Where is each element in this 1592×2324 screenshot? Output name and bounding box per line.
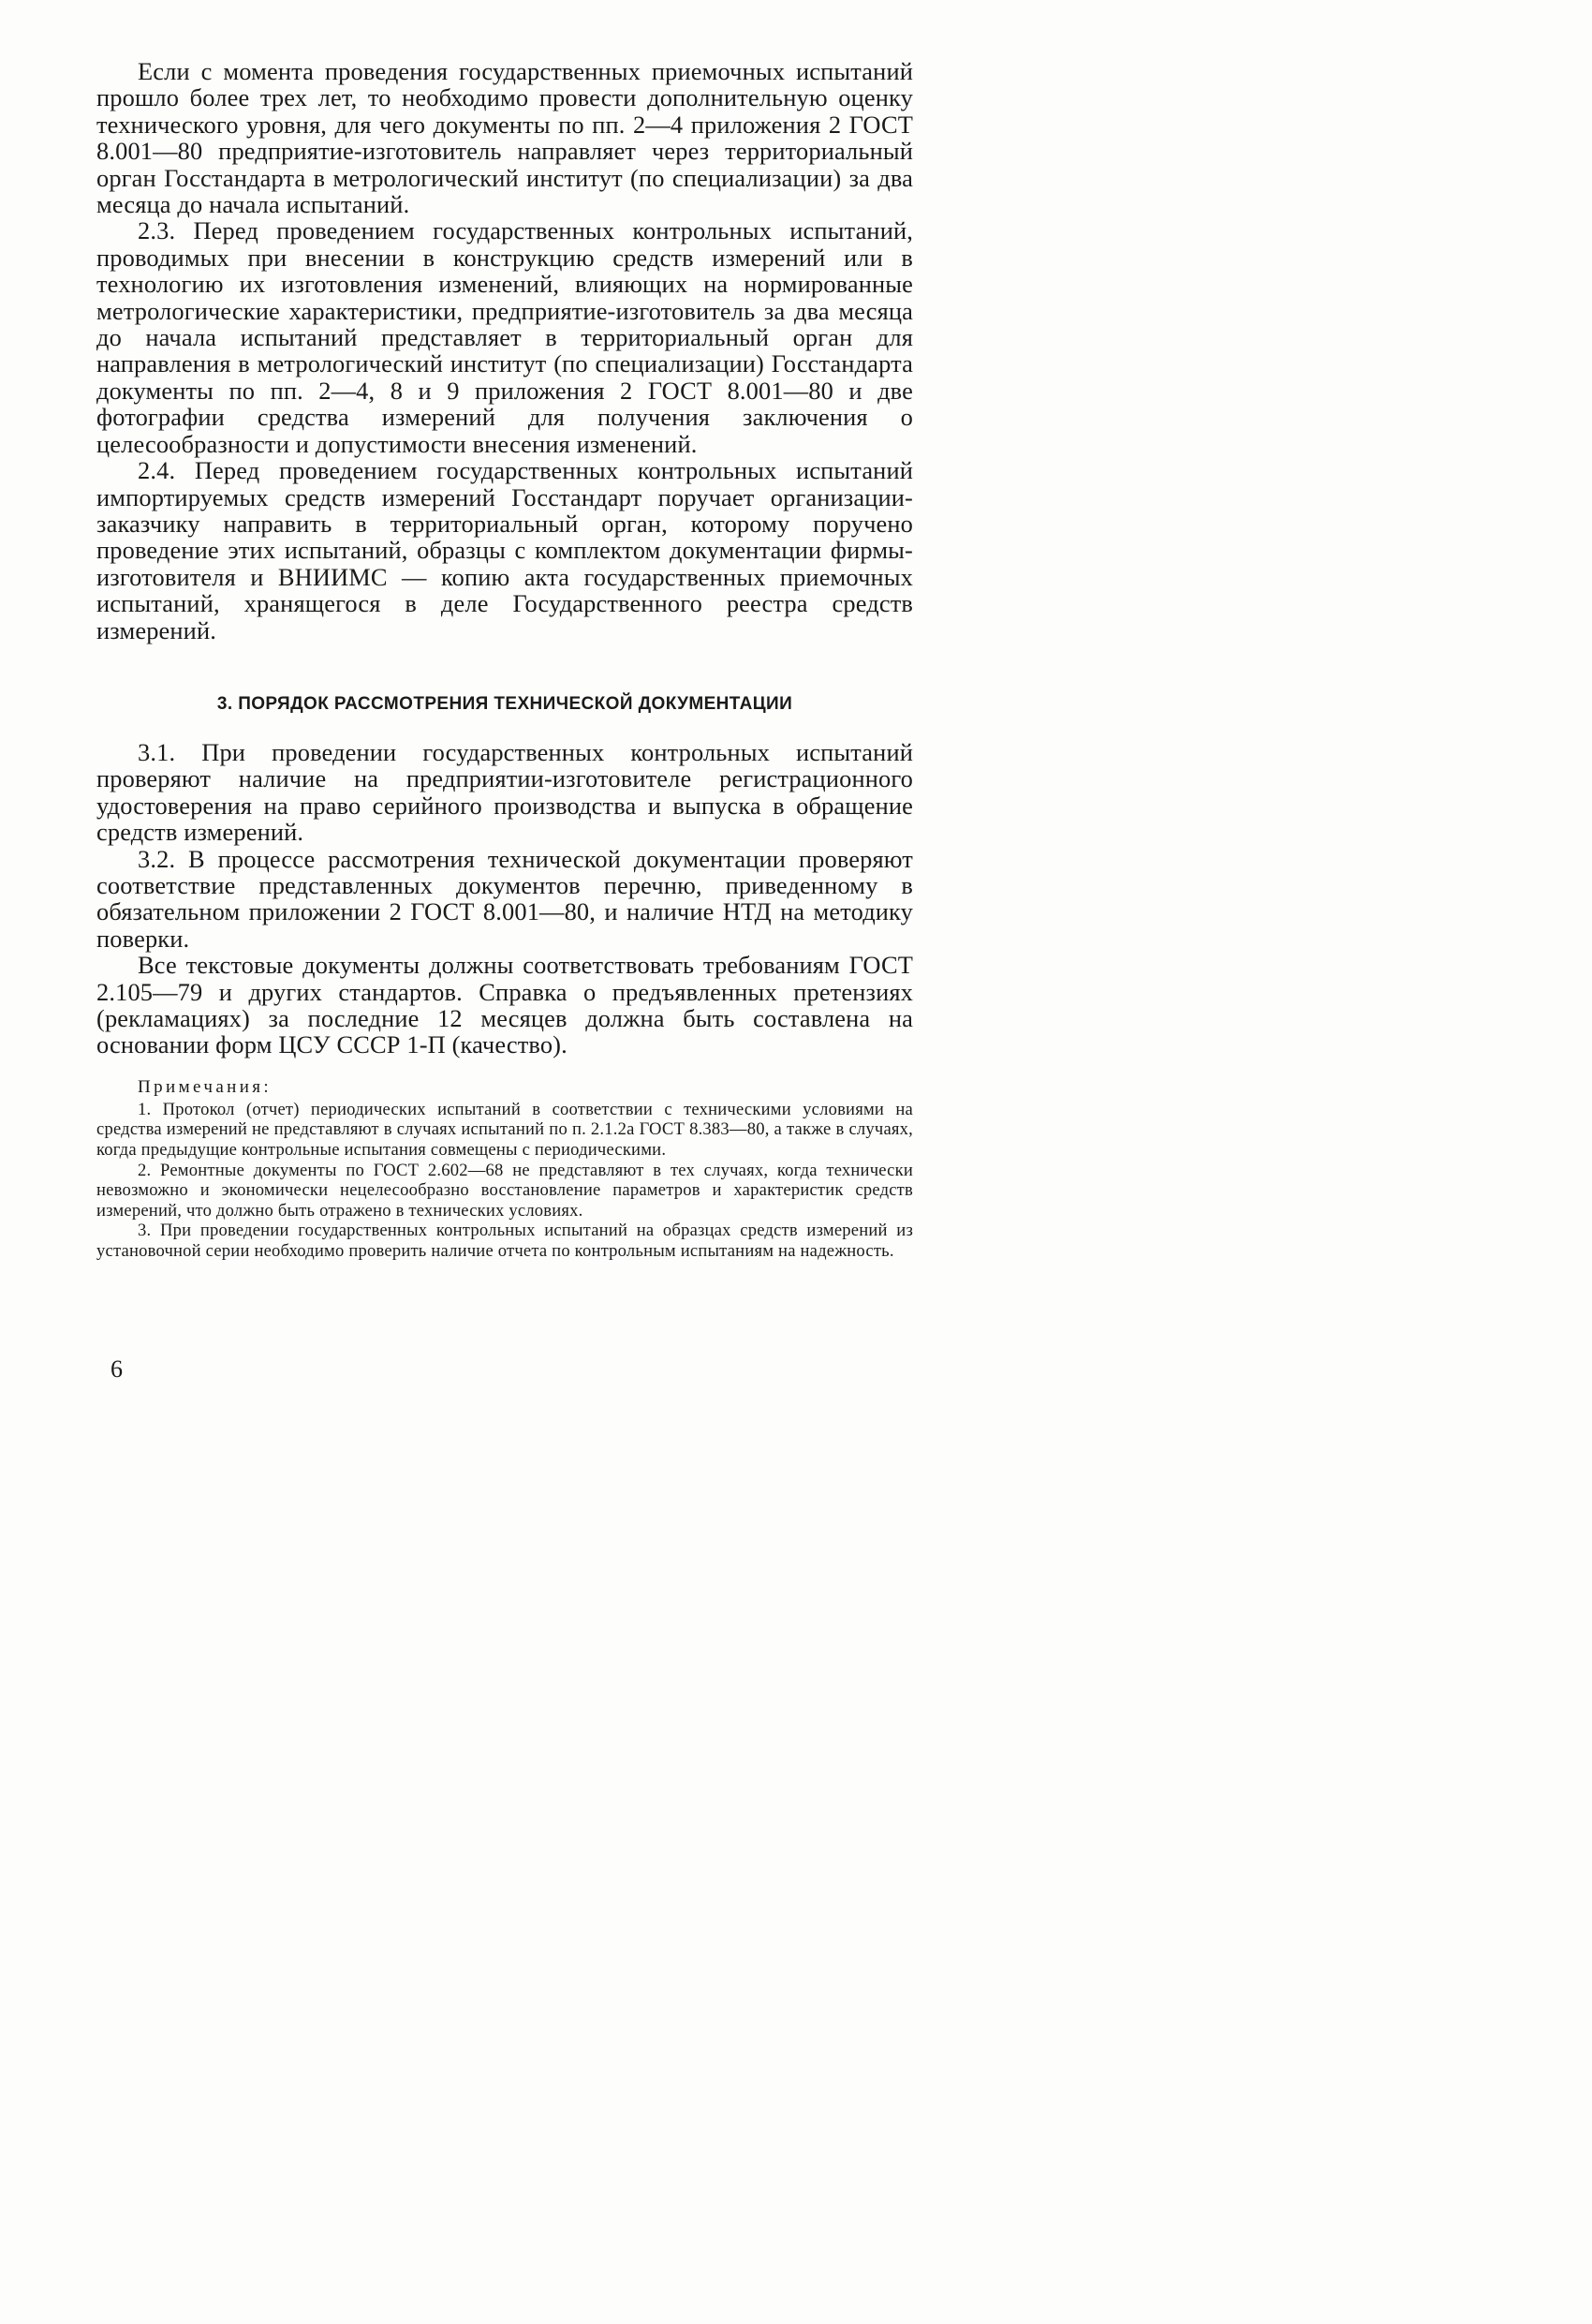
paragraph-2-3: 2.3. Перед проведением государственных контрольных испытаний, проводимых при внесении в конструкцию средств измерений или в технологию их изготовления изменений, влияющих на нормированные метрологические характеристики, предприятие-изготовитель за два месяца до начала испытаний представляет в территориальный орган для направления в метрологический институт (по специализации) Госстандарта документы по пп. 2—4, 8 и 9 приложения 2 ГОСТ 8.001—80 и две фотографии средства измерений для получения заключения о целесообразности и допустимости внесения изменений. bbox=[96, 216, 913, 458]
note-1: 1. Протокол (отчет) периодических испытаний в соответствии с техническими условиями на средства измерений не представляют в случаях испытаний по п. 2.1.2а ГОСТ 8.383—80, а также в случаях, когда предыдущие контрольные испытания совмещены с периодическими. bbox=[96, 1099, 913, 1160]
document-page bbox=[96, 58, 913, 1262]
note-2: 2. Ремонтные документы по ГОСТ 2.602—68 не представляют в тех случаях, когда технически невозможно и экономически нецелесообразно восстановление параметров и характеристик средств измерений, что должно быть отражено в технических условиях. bbox=[96, 1160, 913, 1221]
paragraph-continuation: Если с момента проведения государственных приемочных испытаний прошло более трех лет, то необходимо провести дополнительную оценку технического уровня, для чего документы по пп. 2—4 приложения 2 ГОСТ 8.001—80 предприятие-изготовитель направляет через территориальный орган Госстандарта в метрологический институт (по специализации) за два месяца до начала испытаний. bbox=[96, 57, 913, 219]
note-3: 3. При проведении государственных контрольных испытаний на образцах средств измерений из установочной серии необходимо проверить наличие отчета по контрольным испытаниям на надежность. bbox=[96, 1221, 913, 1261]
paragraph-3-1: 3.1. При проведении государственных контрольных испытаний проверяют наличие на предприятии-изготовителе регистрационного удостоверения на право серийного производства и выпуска в обращение средств измерений. bbox=[96, 737, 913, 847]
paragraph-text-documents: Все текстовые документы должны соответствовать требованиям ГОСТ 2.105—79 и других стандартов. Справка о предъявленных претензиях (рекламациях) за последние 12 месяцев должна быть составлена на основании форм ЦСУ СССР 1-П (качество). bbox=[96, 951, 913, 1059]
paragraph-2-4: 2.4. Перед проведением государственных контрольных испытаний импортируемых средств измерений Госстандарт поручает организации-заказчику направить в территориальный орган, которому поручено проведение этих испытаний, образцы с комплектом документации фирмы-изготовителя и ВНИИМС — копию акта государственных приемочных испытаний, хранящегося в деле Государственного реестра средств измерений. bbox=[96, 456, 913, 644]
section-heading: 3. ПОРЯДОК РАССМОТРЕНИЯ ТЕХНИЧЕСКОЙ ДОКУМЕНТАЦИИ bbox=[216, 693, 793, 714]
page-number: 6 bbox=[111, 1355, 123, 1383]
paragraph-3-2: 3.2. В процессе рассмотрения технической документации проверяют соответствие представленных документов перечню, приведенному в обязательном приложении 2 ГОСТ 8.001—80, и наличие НТД на методику поверки. bbox=[96, 844, 913, 953]
notes-title: Примечания: bbox=[138, 1076, 273, 1097]
